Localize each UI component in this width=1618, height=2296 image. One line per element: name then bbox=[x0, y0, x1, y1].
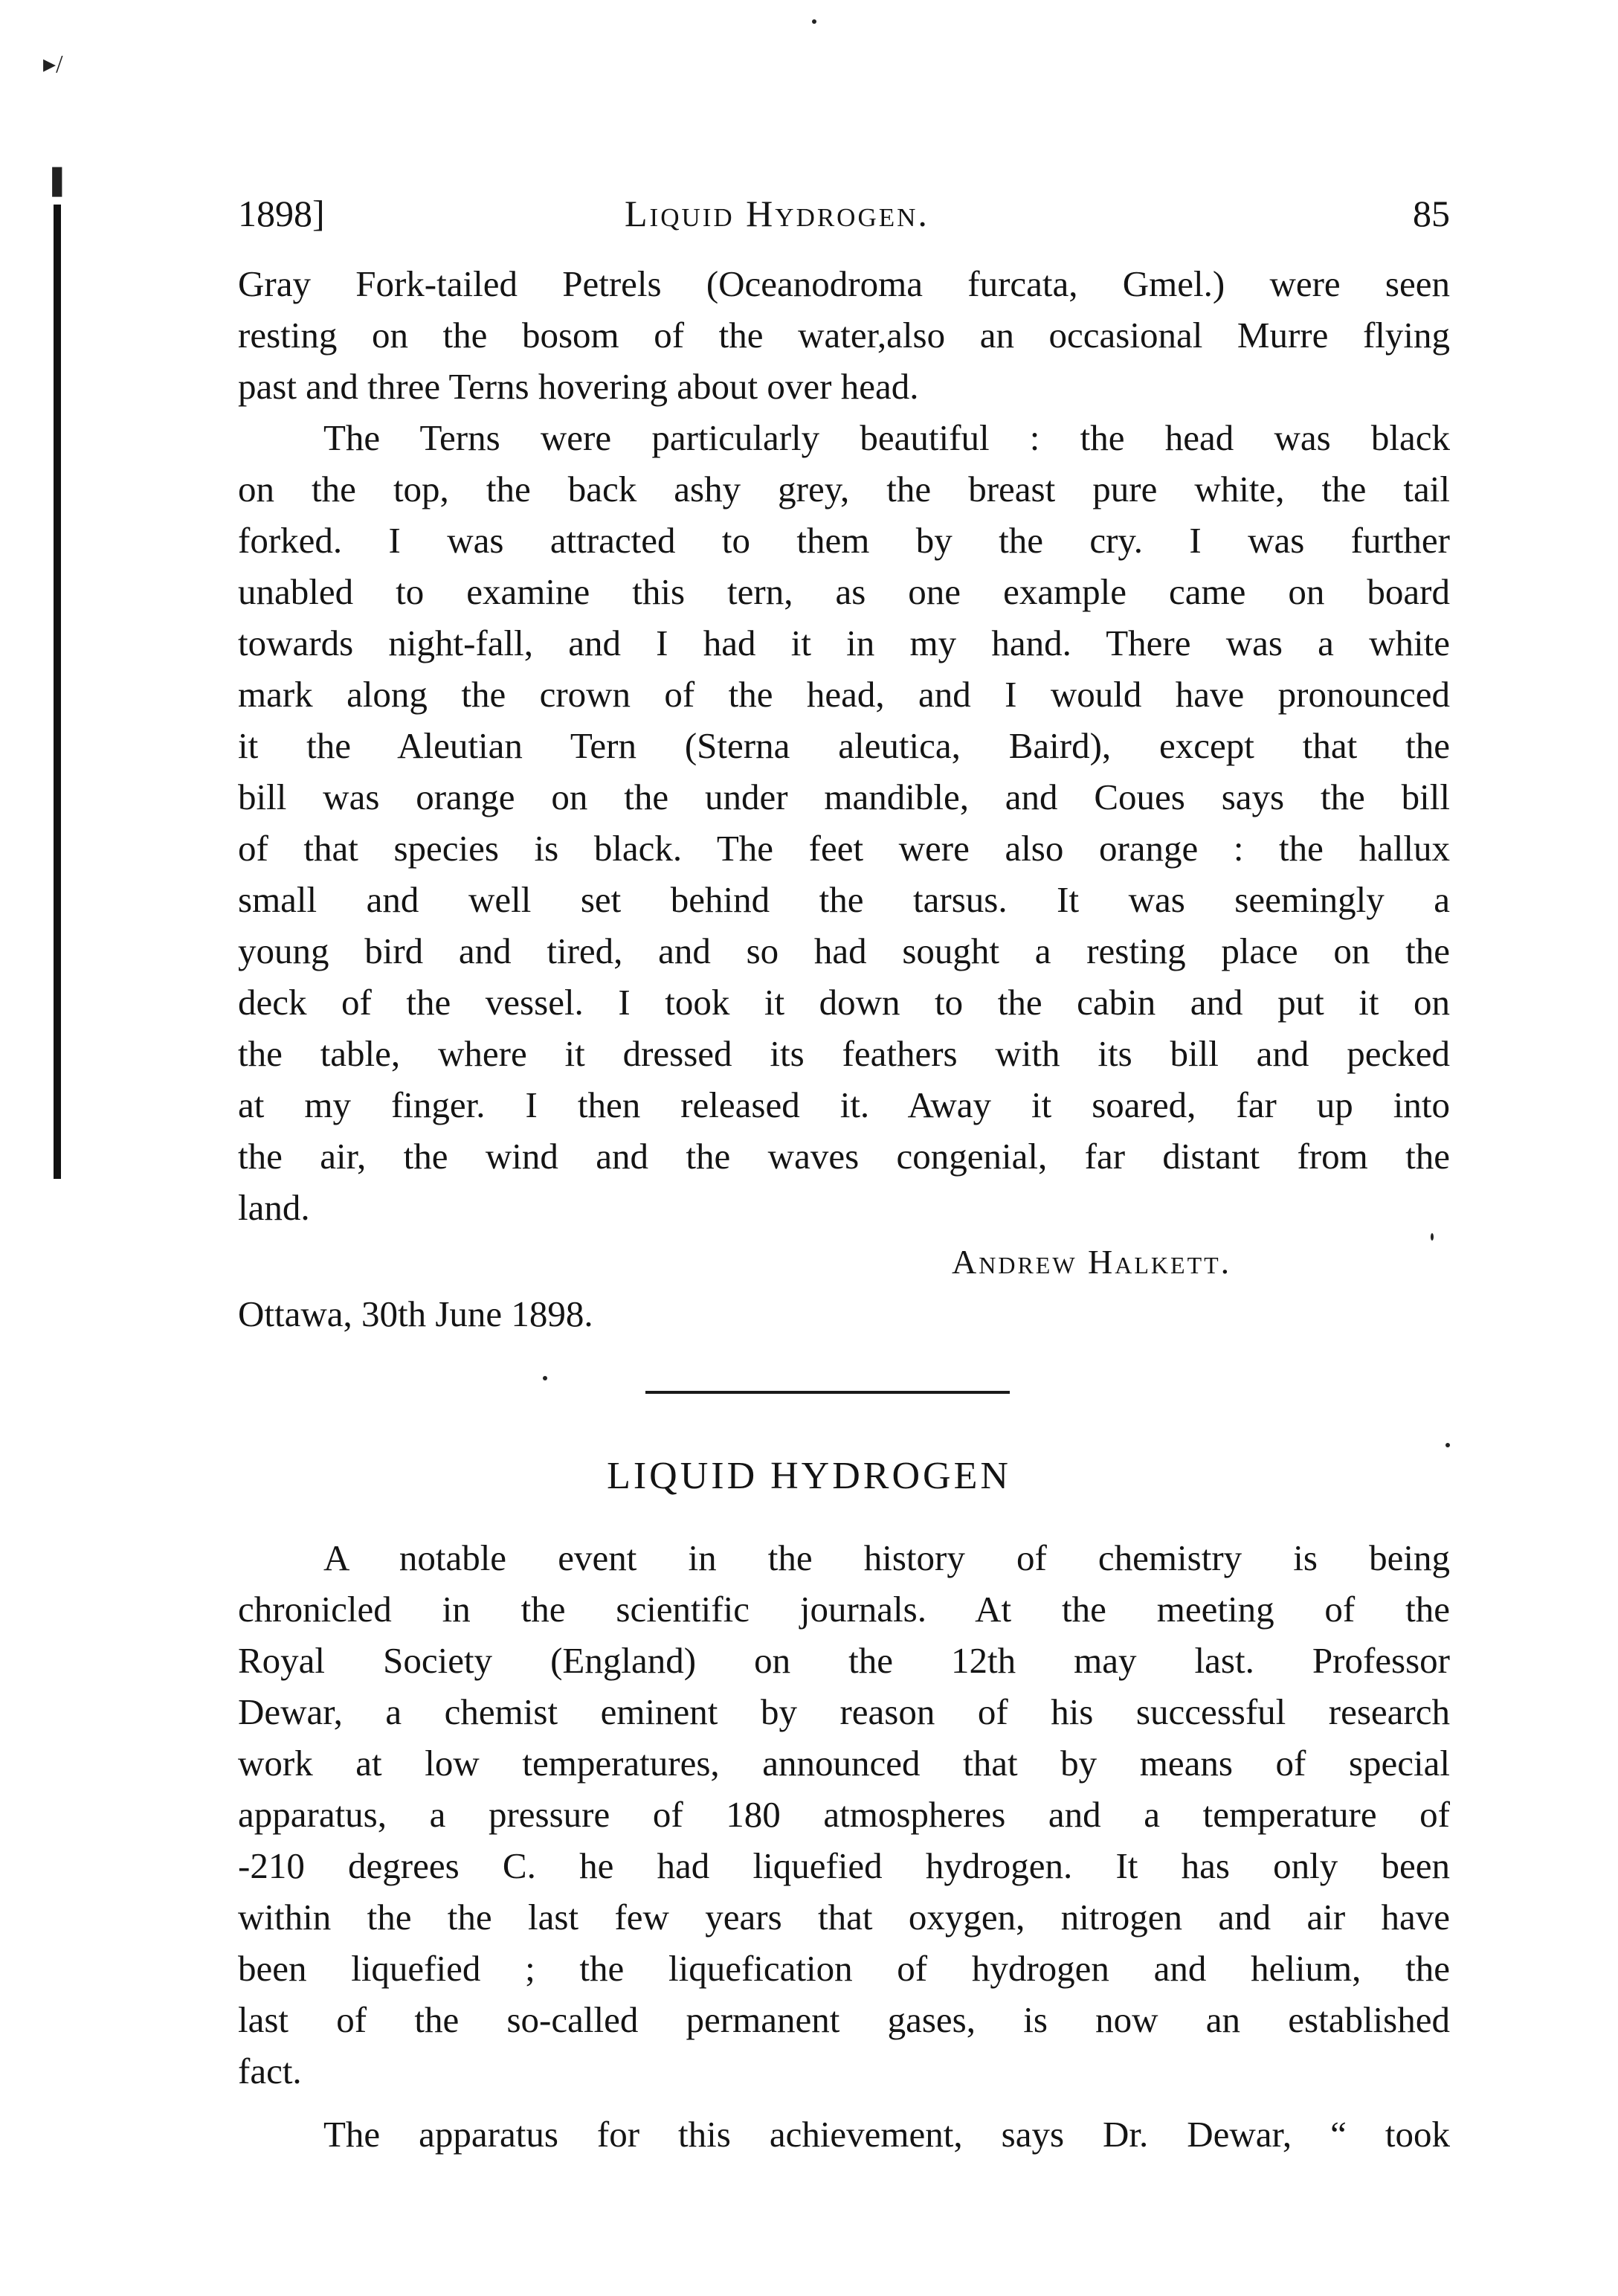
text-line: fact. bbox=[238, 2051, 302, 2091]
section-separator bbox=[645, 1391, 1010, 1394]
text-line: apparatus, a pressure of 180 atmospheres and a temperature of bbox=[238, 1794, 1450, 1835]
text-line: forked. I was attracted to them by the cry. I was further bbox=[238, 520, 1450, 561]
author-signature: Andrew Halkett. bbox=[952, 1243, 1232, 1281]
page-header bbox=[238, 192, 1450, 244]
margin-mark-rule-top: ❚ bbox=[45, 163, 70, 196]
text-line: small and well set behind the tarsus. It was seemingly a bbox=[238, 879, 1450, 920]
section-title: LIQUID HYDROGEN bbox=[607, 1455, 1011, 1497]
text-line: it the Aleutian Tern (Sterna aleutica, Baird), except that the bbox=[238, 725, 1450, 766]
dateline: Ottawa, 30th June 1898. bbox=[238, 1293, 593, 1334]
text-line: Royal Society (England) on the 12th may last. Professor bbox=[238, 1640, 1450, 1681]
text-line: resting on the bosom of the water,also an occasional Murre flying bbox=[238, 315, 1450, 356]
text-line: mark along the crown of the head, and I would have pronounced bbox=[238, 674, 1450, 715]
speck bbox=[543, 1376, 547, 1380]
text-line: bill was orange on the under mandible, and Coues says the bill bbox=[238, 776, 1450, 817]
page-number: 85 bbox=[1413, 193, 1450, 234]
text-line: A notable event in the history of chemistry is being bbox=[323, 1537, 1450, 1578]
left-margin-rule bbox=[54, 205, 61, 1179]
text-line: The apparatus for this achievement, says Dr. Dewar, “ took bbox=[323, 2114, 1450, 2155]
running-title: Liquid Hydrogen. bbox=[625, 193, 929, 234]
text-line: young bird and tired, and so had sought a resting place on the bbox=[238, 930, 1450, 971]
text-line: within the the last few years that oxygen, nitrogen and air have bbox=[238, 1897, 1450, 1938]
text-line: deck of the vessel. I took it down to the cabin and put it on bbox=[238, 982, 1450, 1023]
speck bbox=[1431, 1233, 1434, 1241]
speck bbox=[812, 19, 816, 24]
margin-mark: ▸/ bbox=[43, 51, 63, 78]
text-line: work at low temperatures, announced that by means of special bbox=[238, 1743, 1450, 1784]
text-line: unabled to examine this tern, as one example came on board bbox=[238, 571, 1450, 612]
text-line: Gray Fork-tailed Petrels (Oceanodroma furcata, Gmel.) were seen bbox=[238, 263, 1450, 304]
text-line: of that species is black. The feet were also orange : the hallux bbox=[238, 828, 1450, 869]
text-line: last of the so-called permanent gases, is now an established bbox=[238, 1999, 1450, 2040]
text-line: the air, the wind and the waves congenial, far distant from the bbox=[238, 1136, 1450, 1177]
text-line: The Terns were particularly beautiful : the head was black bbox=[323, 417, 1450, 458]
text-line: chronicled in the scientific journals. At the meeting of the bbox=[238, 1589, 1450, 1630]
text-line: the table, where it dressed its feathers with its bill and pecked bbox=[238, 1033, 1450, 1074]
header-year: 1898] bbox=[238, 193, 325, 234]
text-line: on the top, the back ashy grey, the breast pure white, the tail bbox=[238, 469, 1450, 509]
speck bbox=[1445, 1443, 1450, 1447]
text-line: towards night-fall, and I had it in my hand. There was a white bbox=[238, 623, 1450, 663]
text-line: land. bbox=[238, 1187, 310, 1228]
text-line: been liquefied ; the liquefication of hydrogen and helium, the bbox=[238, 1948, 1450, 1989]
text-line: -210 degrees C. he had liquefied hydrogen. It has only been bbox=[238, 1845, 1450, 1886]
text-line: Dewar, a chemist eminent by reason of his successful research bbox=[238, 1691, 1450, 1732]
text-line: past and three Terns hovering about over head. bbox=[238, 366, 919, 407]
text-line: at my finger. I then released it. Away it soared, far up into bbox=[238, 1084, 1450, 1125]
